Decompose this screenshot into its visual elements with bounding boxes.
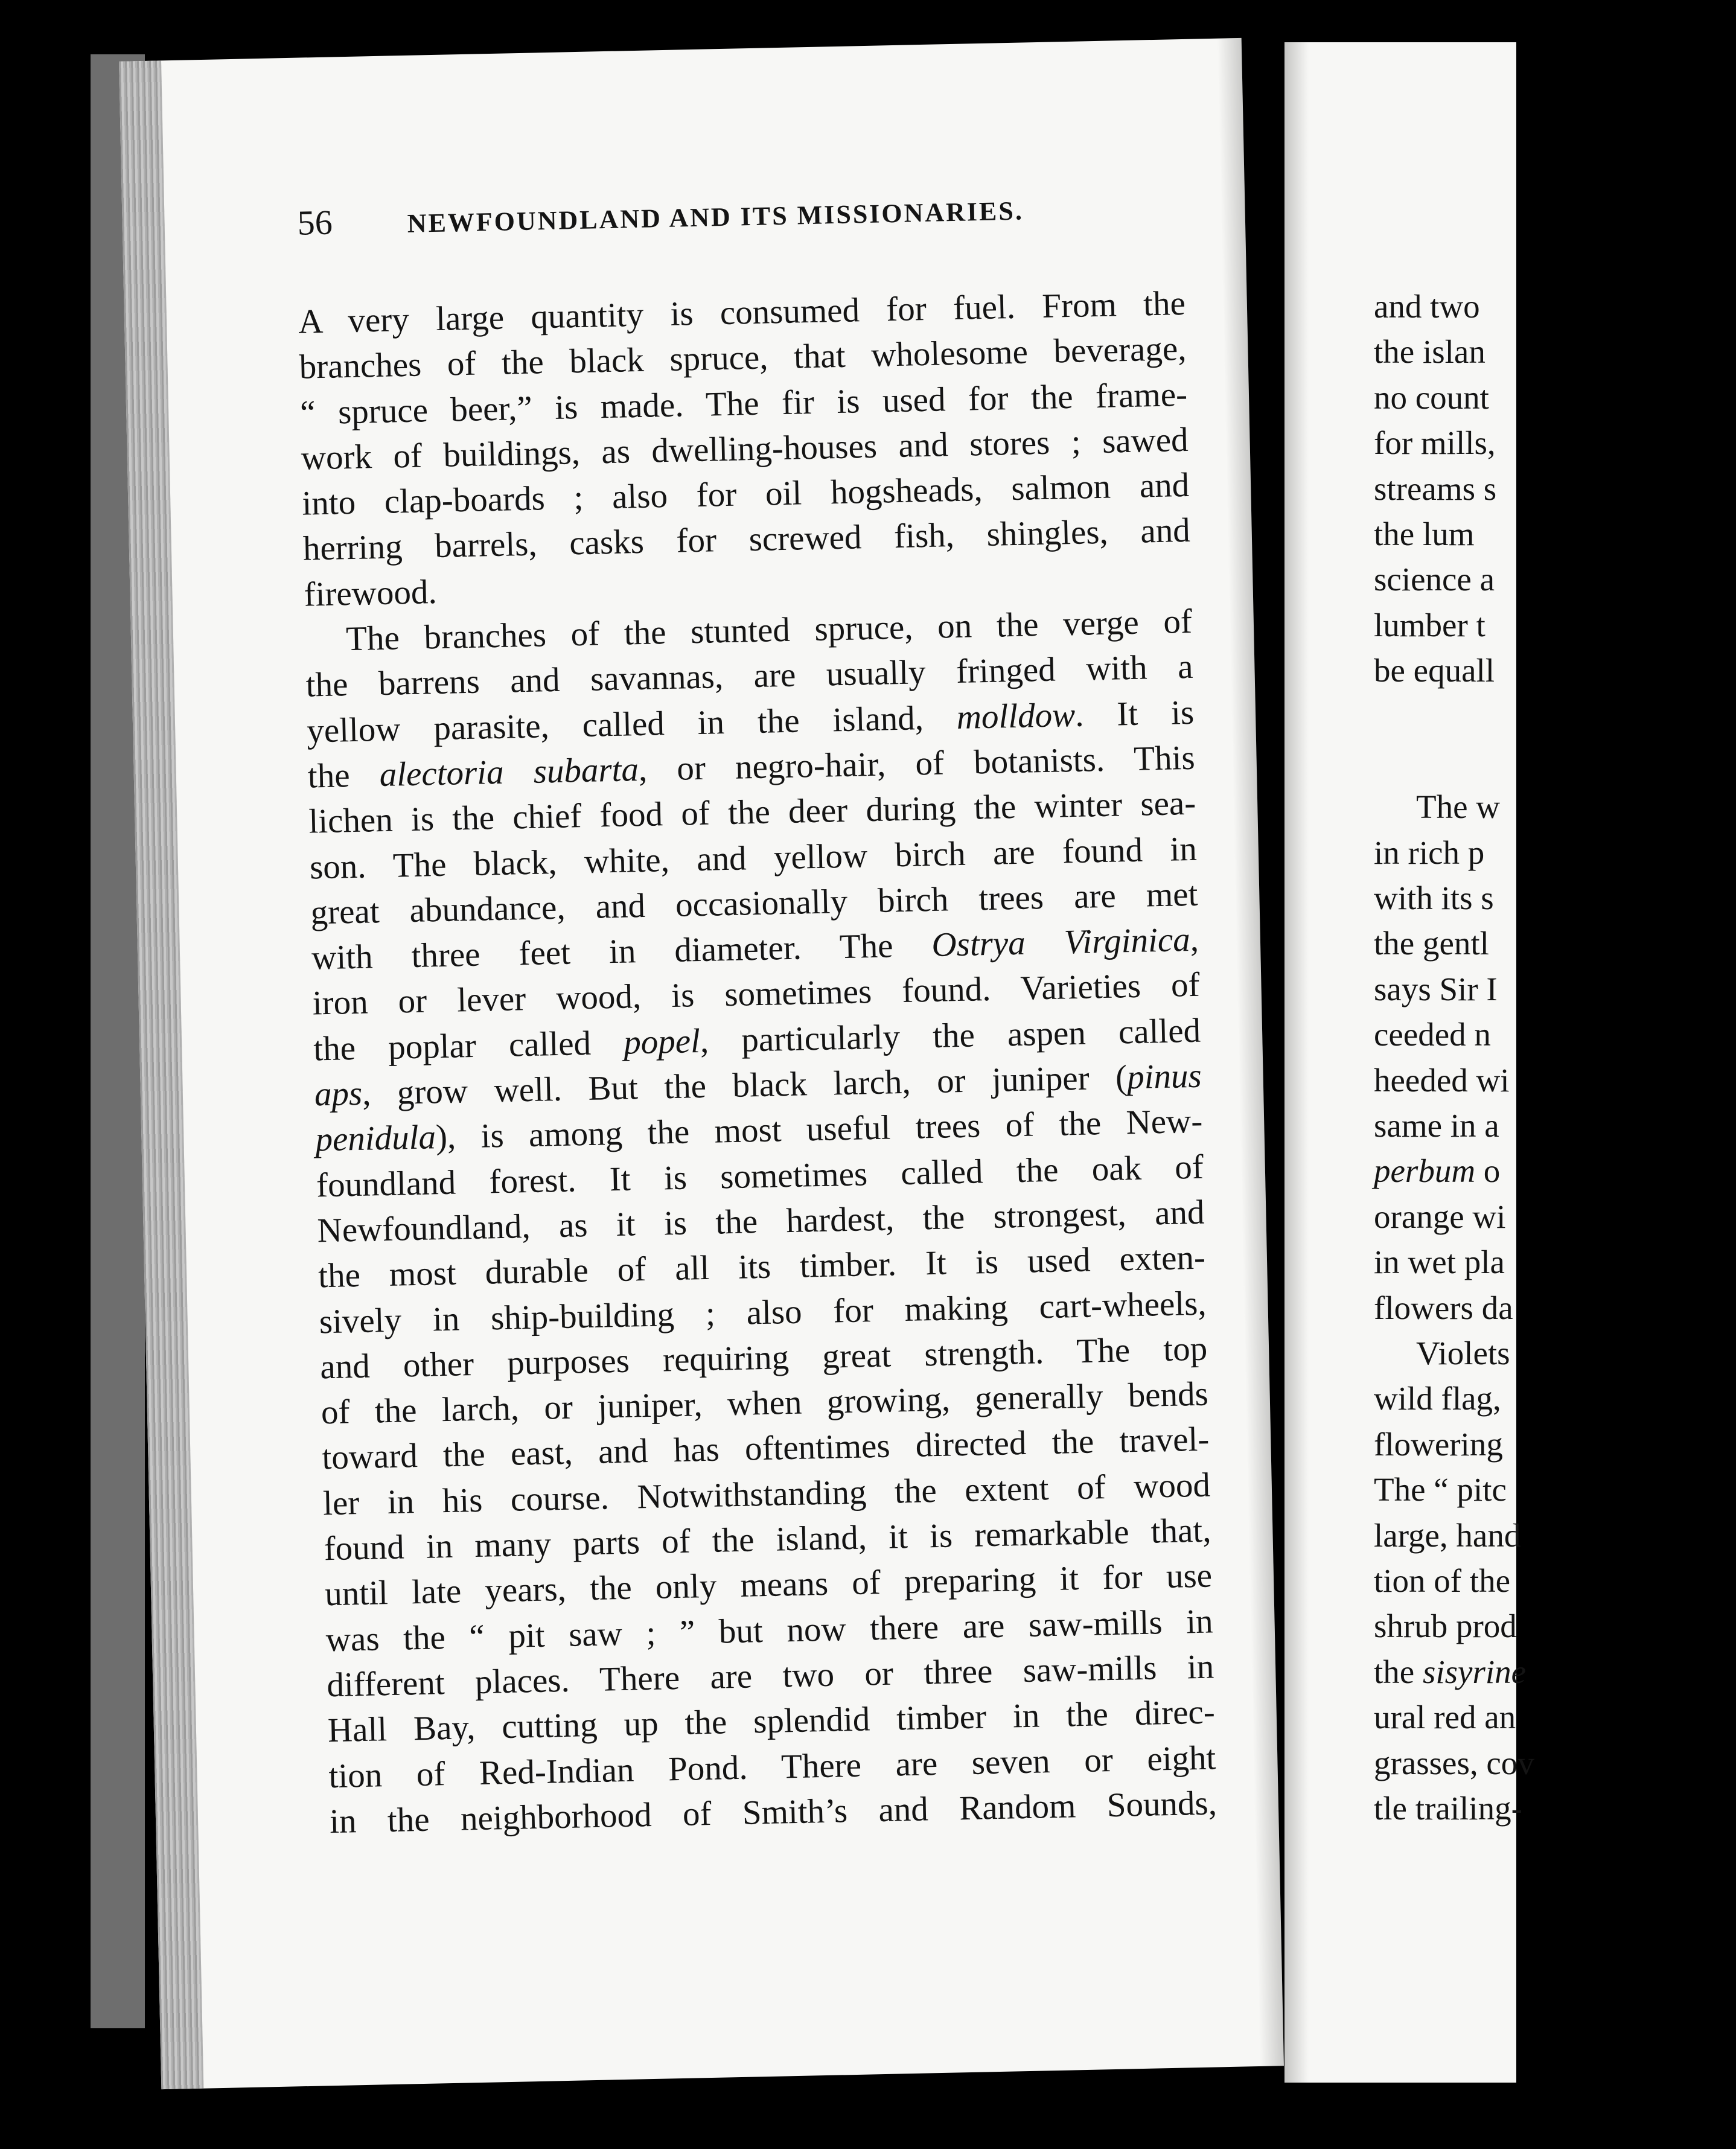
- text-line: the alectoria subarta, or negro-hair, of botanists. This: [307, 738, 1196, 796]
- text-line: and two: [1374, 288, 1480, 325]
- running-header: [297, 184, 1203, 243]
- page-gutter-shadow: [1217, 38, 1284, 2066]
- text-line: the islan: [1374, 333, 1485, 371]
- text-line: the gentl: [1374, 925, 1489, 962]
- left-page: [119, 38, 1284, 2089]
- text-line: in wet pla: [1374, 1244, 1505, 1281]
- text-line: ler in his course. Notwithstanding the extent of wood: [322, 1466, 1211, 1522]
- text-line: tion of Red-Indian Pond. There are seven or eight: [328, 1738, 1216, 1795]
- text-line: great abundance, and occasionally birch trees are met: [310, 875, 1198, 932]
- text-line: tion of the: [1374, 1562, 1511, 1599]
- text-line: no count: [1374, 378, 1489, 416]
- text-line: aps, grow well. But the black larch, or juniper (pinus: [314, 1056, 1202, 1114]
- text-line: into clap-boards ; also for oil hogsheads, salmon and: [301, 466, 1190, 523]
- text-line: flowers da: [1374, 1289, 1513, 1326]
- text-line: the lum: [1374, 515, 1475, 552]
- text-line: Violets: [1416, 1334, 1510, 1371]
- text-line: sively in ship-building ; also for making cart-wheels,: [319, 1284, 1207, 1341]
- text-line: [1374, 739, 1736, 784]
- text-line: heeded wi: [1374, 1061, 1510, 1099]
- text-line: streams s: [1374, 470, 1497, 507]
- text-line: different places. There are two or three saw-mills in: [326, 1647, 1214, 1705]
- text-line: penidula), is among the most useful trees of the New-: [314, 1102, 1203, 1159]
- text-line: [1374, 694, 1736, 739]
- text-line: of the larch, or juniper, when growing, generally bends: [321, 1375, 1209, 1432]
- text-line: says Sir I: [1374, 970, 1498, 1007]
- text-line: orange wi: [1374, 1198, 1506, 1235]
- text-line: The branches of the stunted spruce, on the verge of: [345, 602, 1193, 659]
- page-number: 56: [297, 202, 333, 243]
- text-line: large, hand: [1374, 1516, 1521, 1554]
- text-line: ural red an: [1374, 1699, 1516, 1736]
- text-line: the poplar called popel, particularly the aspen called: [313, 1011, 1201, 1068]
- text-line: lichen is the chief food of the deer during the winter sea-: [308, 784, 1196, 841]
- text-line: science a: [1374, 561, 1495, 598]
- text-line: for mills,: [1374, 424, 1496, 462]
- text-line: branches of the black spruce, that wholesome beverage,: [299, 330, 1187, 386]
- text-line: same in a: [1374, 1107, 1499, 1145]
- text-line: the most durable of all its timber. It is used exten-: [318, 1238, 1206, 1295]
- text-line: Hall Bay, cutting up the splendid timber in the direc-: [327, 1693, 1216, 1750]
- text-line: firewood.: [303, 572, 438, 614]
- text-line: wild flag,: [1374, 1380, 1501, 1417]
- text-line: tle trailing-: [1374, 1789, 1522, 1827]
- text-line: was the “ pit saw ; ” but now there are saw-mills in: [325, 1602, 1214, 1659]
- text-line: and other purposes requiring great strength. The top: [319, 1329, 1208, 1387]
- text-line: flowering: [1374, 1425, 1503, 1463]
- text-line: lumber t: [1374, 606, 1485, 643]
- text-line: in the neighborhood of Smith’s and Random Sounds,: [329, 1784, 1217, 1841]
- text-line: Newfoundland, as it is the hardest, the strongest, and: [316, 1193, 1205, 1250]
- text-line: A very large quantity is consumed for fuel. From the: [298, 284, 1186, 341]
- running-title: NEWFOUNDLAND AND ITS MISSIONARIES.: [407, 196, 1024, 238]
- text-line: in rich p: [1374, 834, 1485, 871]
- text-line: son. The black, white, and yellow birch are found in: [309, 829, 1198, 887]
- right-page-text: [1374, 284, 1736, 1831]
- text-line: “ spruce beer,” is made. The fir is used for the frame-: [299, 375, 1188, 432]
- text-line: The w: [1416, 788, 1500, 826]
- text-line: with three feet in diameter. The Ostrya Virginica,: [311, 920, 1199, 977]
- text-line: The “ pitc: [1374, 1471, 1507, 1509]
- text-line: the sisyrine: [1374, 1653, 1527, 1690]
- text-line: iron or lever wood, is sometimes found. Varieties of: [312, 966, 1201, 1023]
- right-page-spine-shadow: [1284, 42, 1309, 2083]
- text-line: herring barrels, casks for screwed fish, shingles, and: [302, 511, 1191, 569]
- text-line: shrub prod: [1374, 1608, 1517, 1645]
- text-line: perbum o: [1374, 1152, 1501, 1190]
- text-line: ceeded n: [1374, 1016, 1491, 1053]
- right-page: [1284, 42, 1534, 2083]
- text-line: toward the east, and has oftentimes directed the travel-: [321, 1420, 1210, 1477]
- body-text: [298, 281, 1217, 1844]
- text-line: found in many parts of the island, it is remarkable that,: [324, 1511, 1212, 1568]
- text-line: grasses, cov: [1374, 1744, 1534, 1781]
- text-line: foundland forest. It is sometimes called the oak of: [316, 1148, 1204, 1205]
- text-line: be equall: [1374, 652, 1495, 689]
- text-line: until late years, the only means of preparing it for use: [324, 1556, 1213, 1614]
- text-line: with its s: [1374, 880, 1494, 917]
- text-line: the barrens and savannas, are usually fringed with a: [305, 648, 1194, 704]
- text-line: work of buildings, as dwelling-houses and stores ; sawed: [301, 420, 1189, 477]
- text-line: yellow parasite, called in the island, molldow. It is: [306, 693, 1195, 750]
